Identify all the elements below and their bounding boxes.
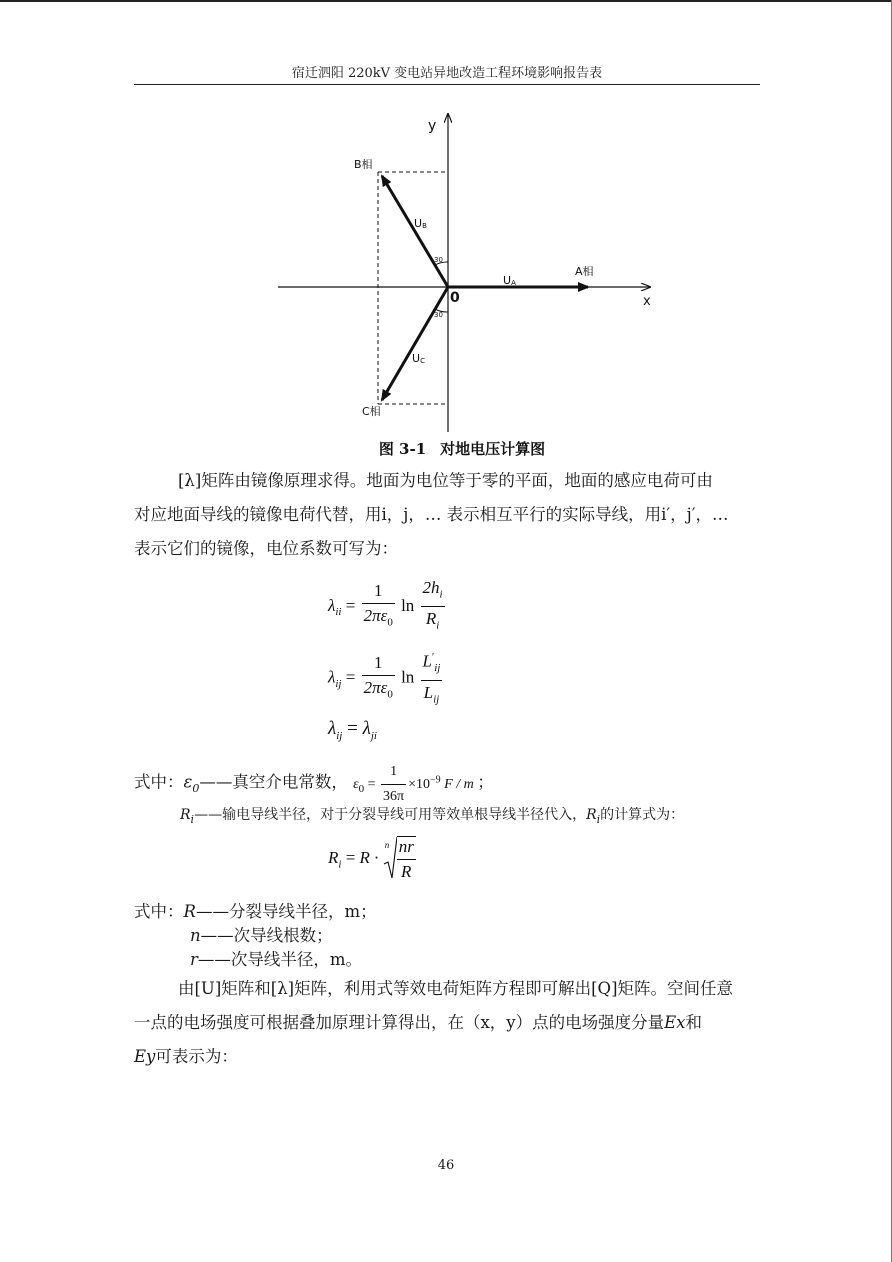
page-top-border [0, 0, 892, 2]
formula-equivalent-radius: $R_i = R$ · n $\frac{nr}{R}$ [328, 836, 418, 882]
r-definition: 式中：R——分裂导线半径，m； [134, 902, 377, 921]
nth-root: n $\frac{nr}{R}$ [384, 837, 414, 881]
phase-a-label: A相 [575, 265, 594, 278]
paragraph-field-strength [134, 972, 760, 1074]
n-definition: n——次导线根数； [190, 926, 333, 945]
ub-phasor [382, 176, 448, 287]
x-axis-label: x [643, 294, 651, 309]
radical-sign [383, 836, 397, 880]
uc-phasor [382, 287, 448, 400]
phase-voltage-diagram [270, 112, 670, 442]
paragraph-line: 由[U]矩阵和[λ]矩阵，利用式等效电荷矩阵方程即可解出[Q]矩阵。空间任意 [178, 979, 734, 998]
fraction: $\frac{nr}{R}$ [398, 837, 414, 881]
fraction: $\frac{2h_i}{R_i}$ [422, 578, 443, 632]
angle-top-label: 30 [434, 256, 443, 264]
ri-definition: $R_i——$输电导线半径，对于分裂导线可用等效单根导线半径代入，$R_i$的计算式为： [180, 807, 685, 826]
fraction: $\frac{1}{2\pi\varepsilon_0}$ [363, 653, 393, 701]
epsilon-formula: $\varepsilon_0$ = $\frac{1}{36\pi}$ $\times 10^{-9}$ F / m [353, 777, 477, 792]
fraction: $\frac{L'_{ij}}{L_{ij}}$ [421, 648, 443, 709]
figure-title: 对地电压计算图 [440, 440, 546, 458]
angle-bottom-label: 30 [434, 311, 443, 319]
y-axis-label: y [428, 118, 437, 134]
paragraph-line: [λ]矩阵由镜像原理求得。地面为电位等于零的平面，地面的感应电荷可由 [178, 471, 713, 490]
origin-label: 0 [450, 290, 460, 306]
paragraph-mirror-principle [134, 464, 760, 566]
header-rule [134, 84, 760, 85]
formula-lambda-symmetry: $\lambda_{ij} = \lambda_{ji}$ [328, 718, 377, 742]
formula-lambda-ij: $\lambda_{ij}$ = $\frac{1}{2\pi\varepsilon_0}$ ln $\frac{L'_{ij}}{L_{ij}}$ [328, 648, 444, 709]
phase-b-label: B相 [354, 158, 373, 171]
uc-label: UC [412, 352, 425, 365]
paragraph-line: 对应地面导线的镜像电荷代替，用i，j，… 表示相互平行的实际导线，用i′，j′，… [134, 505, 729, 524]
epsilon-definition: 式中：$\varepsilon_0——$真空介电常数， $\varepsilon_0$ = $\frac{1}{36\pi}$ $\times 10^{-9}$ F / m ； [134, 762, 494, 807]
ub-label: UB [414, 217, 427, 230]
figure-caption [134, 438, 790, 459]
paragraph-line: Ey可表示为： [134, 1047, 238, 1066]
running-header: 宿迁泗阳 220kV 变电站异地改造工程环境影响报告表 [291, 66, 603, 81]
page-number: 46 [437, 1158, 455, 1173]
phase-voltage-svg [270, 112, 670, 442]
figure-number: 图 3-1 [378, 440, 427, 458]
fraction: $\frac{1}{36\pi}$ [383, 764, 405, 804]
formula-lambda-ii: $\lambda_{ii}$ = $\frac{1}{2\pi\varepsilon_0}$ ln $\frac{2h_i}{R_i}$ [328, 578, 447, 636]
paragraph-line: 表示它们的镜像，电位系数可写为： [134, 539, 398, 558]
ua-label: UA [503, 274, 516, 287]
paragraph-line: 一点的电场强度可根据叠加原理计算得出，在（x，y）点的电场强度分量Ex和 [134, 1013, 702, 1032]
fraction: $\frac{1}{2\pi\varepsilon_0}$ [363, 581, 393, 629]
r2-definition: r——次导线半径，m。 [190, 950, 363, 969]
phase-c-label: C相 [362, 405, 381, 418]
